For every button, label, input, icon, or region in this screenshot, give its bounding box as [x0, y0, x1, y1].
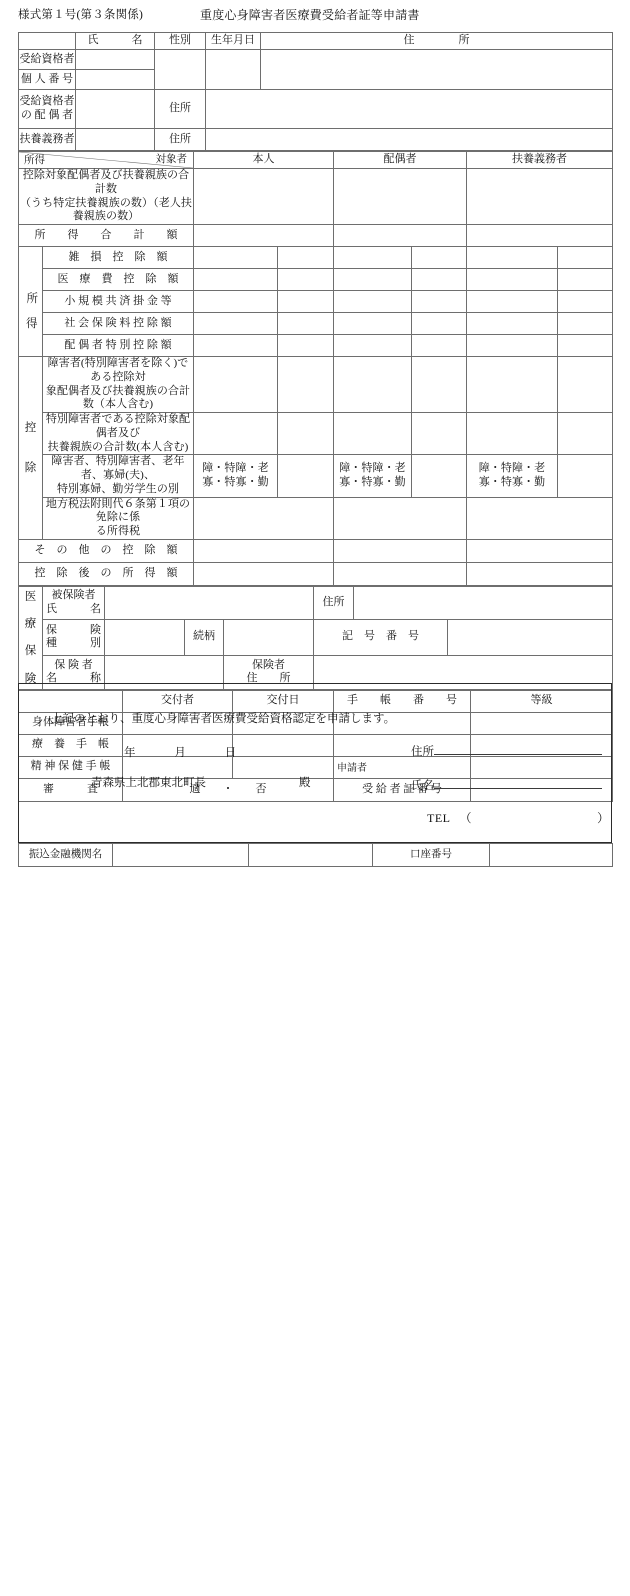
input-misc-loss-spouse-a[interactable]	[334, 247, 412, 269]
addressee-mayor: 青森県上北郡東北町長	[91, 777, 206, 789]
input-medical-self-b[interactable]	[278, 269, 334, 291]
dependents-count-line1: 控除対象配偶者及び扶養親族の合計数	[22, 169, 190, 195]
row-label-review: 審 査	[19, 778, 123, 801]
category-line1: 障害者、特別障害者、老年者、寡婦(夫)、	[51, 455, 185, 481]
table-row-recipient	[19, 50, 613, 70]
income-deduction-table	[18, 151, 613, 586]
medical-insurance-table	[18, 586, 613, 690]
side-label-deduction-text-1: 控	[24, 421, 37, 434]
row-detail-category	[19, 455, 613, 497]
column-header-spouse: 配偶者	[334, 152, 467, 169]
input-spouse-special-supporter-b[interactable]	[558, 335, 613, 357]
tel-paren-open: （	[459, 811, 473, 825]
input-social-spouse-a[interactable]	[334, 313, 412, 335]
declaration-date-line	[124, 744, 272, 760]
insurer-address-line2: 住 所	[246, 672, 291, 685]
input-total-income-self[interactable]	[194, 225, 334, 247]
column-header-handbook-number: 手 帳 番 号	[334, 690, 471, 712]
row-label-income-after-deduction: 控 除 後 の 所 得 額	[19, 562, 194, 585]
choice-spouse-line2: 寡・特寡・勤	[339, 475, 406, 488]
field-label-supporter-address: 住所	[155, 129, 206, 151]
row-deduction-spouse-special	[19, 335, 613, 357]
input-misc-loss-self-b[interactable]	[278, 247, 334, 269]
row-label-therapy-handbook: 療 養 手 帳	[19, 734, 123, 756]
input-after-deduction-supporter[interactable]	[467, 562, 613, 585]
row-label-dependents-count	[19, 169, 194, 225]
table-row-bank	[19, 844, 613, 867]
field-label-spouse-address: 住所	[155, 90, 206, 129]
insured-name-line1: 被保険者	[51, 589, 96, 601]
row-detail-local-tax-exemption	[19, 497, 613, 539]
side-label-medical-3: 保	[24, 645, 37, 658]
disabled-count-line2: 象配偶者及び扶養親族の合計数（本人含む)	[45, 384, 191, 411]
input-supporter-address[interactable]	[206, 129, 613, 151]
row-label-local-tax-exemption	[43, 497, 194, 539]
input-local-tax-supporter[interactable]	[467, 497, 613, 539]
input-misc-loss-supporter-b[interactable]	[558, 247, 613, 269]
choice-supporter-line2: 寡・特寡・勤	[478, 475, 546, 488]
choice-supporter-line1: 障・特障・老	[478, 462, 546, 475]
input-misc-loss-supporter-a[interactable]	[467, 247, 558, 269]
addressee-honorific: 殿	[299, 777, 311, 789]
row-label-other-deduction: そ の 他 の 控 除 額	[19, 539, 194, 562]
input-supporter-name[interactable]	[76, 129, 155, 151]
input-medical-supporter-a[interactable]	[467, 269, 558, 291]
row-detail-special-disabled-count	[19, 413, 613, 455]
input-symbol-number[interactable]	[448, 619, 613, 655]
input-spouse-address[interactable]	[206, 90, 613, 129]
input-disabled-supporter-a[interactable]	[467, 357, 558, 413]
row-label-insurance-type	[43, 619, 105, 655]
input-recipient-address[interactable]	[261, 50, 613, 90]
local-tax-line1: 地方税法附則代６条第１項の免除に係	[45, 497, 191, 524]
table-row-spouse	[19, 90, 613, 129]
input-mutual-self-a[interactable]	[194, 291, 278, 313]
input-special-disabled-supporter-b[interactable]	[558, 413, 613, 455]
row-label-special-disabled-count	[43, 413, 194, 455]
input-insured-address[interactable]	[354, 586, 613, 619]
input-medical-spouse-a[interactable]	[334, 269, 412, 291]
row-label-spouse-line2: の 配 偶 者	[20, 109, 74, 121]
column-header-birthdate: 生年月日	[206, 33, 261, 50]
insurer-address-line1: 保険者	[252, 658, 285, 671]
choice-self-line1: 障・特障・老	[202, 462, 269, 475]
applicant-name-label: 氏名	[411, 780, 434, 792]
row-label-spouse	[19, 90, 76, 129]
row-label-insured-name	[43, 586, 105, 619]
input-relationship[interactable]	[224, 619, 314, 655]
input-after-deduction-spouse[interactable]	[334, 562, 467, 585]
diagonal-label-income: 所得	[24, 154, 45, 166]
applicant-tel-field	[427, 809, 610, 826]
side-label-medical-insurance	[19, 586, 43, 689]
row-income-after-deduction	[19, 562, 613, 585]
input-after-deduction-self[interactable]	[194, 562, 334, 585]
category-line2: 特別寡婦、勤労学生の別	[56, 482, 180, 495]
field-label-certificate-number: 受 給 者 証 番 号	[334, 778, 471, 801]
date-year-label: 年	[124, 747, 136, 759]
document-title: 重度心身障害者医療費受給者証等申請書	[200, 8, 420, 22]
row-deduction-small-scale-mutual	[19, 291, 613, 313]
column-header-self: 本人	[194, 152, 334, 169]
row-other-deduction	[19, 539, 613, 562]
row-label-medical-deduction: 医 療 費 控 除 額	[43, 269, 194, 291]
input-social-supporter-a[interactable]	[467, 313, 558, 335]
input-dependents-spouse[interactable]	[334, 169, 467, 225]
side-label-medical-1: 医	[24, 590, 37, 603]
form-number: 様式第１号(第３条関係)	[18, 9, 144, 21]
applicant-label: 申請者	[337, 763, 367, 774]
row-insured-name	[19, 586, 613, 619]
column-header-address: 住 所	[261, 33, 613, 50]
row-deduction-medical	[19, 269, 613, 291]
input-spouse-special-self-a[interactable]	[194, 335, 278, 357]
date-month-label: 月	[174, 747, 186, 759]
input-mutual-supporter-b[interactable]	[558, 291, 613, 313]
row-label-mental-handbook: 精 神 保 健 手 帳	[19, 756, 123, 778]
tel-paren-close: ）	[597, 811, 610, 825]
input-insurance-type[interactable]	[105, 619, 185, 655]
diagonal-label-target: 対象者	[155, 154, 187, 165]
input-applicant-name[interactable]	[434, 774, 602, 789]
declaration-box	[18, 683, 612, 843]
applicant-address-label: 住所	[411, 746, 434, 758]
row-deduction-social-insurance	[19, 313, 613, 335]
date-day-label: 日	[224, 747, 237, 759]
field-label-symbol-number: 記 号 番 号	[314, 619, 448, 655]
input-account-number[interactable]	[490, 844, 613, 867]
field-label-relationship: 続柄	[185, 619, 224, 655]
input-special-disabled-self-a[interactable]	[194, 413, 278, 455]
input-mutual-spouse-a[interactable]	[334, 291, 412, 313]
row-insurance-type	[19, 619, 613, 655]
special-disabled-line2: 扶養親族の合計数(本人含む)	[47, 440, 189, 453]
choice-category-spouse[interactable]	[334, 455, 412, 497]
row-dependents-count	[19, 169, 613, 225]
row-label-spouse-line1: 受給資格者	[19, 95, 75, 108]
row-label-misc-loss-deduction: 雑 損 控 除 額	[43, 247, 194, 269]
choice-self-line2: 寡・特寡・勤	[202, 475, 269, 488]
row-total-income	[19, 225, 613, 247]
side-label-income-text-2: 得	[26, 317, 38, 330]
row-label-social-insurance	[26, 313, 194, 335]
dependents-count-line2: （うち特定扶養親族の数）（老人扶養親族の数）	[19, 196, 193, 223]
choice-category-supporter[interactable]	[467, 455, 558, 497]
input-disabled-self-a[interactable]	[194, 357, 278, 413]
input-total-income-supporter[interactable]	[467, 225, 613, 247]
input-social-self-b[interactable]	[278, 313, 334, 335]
row-label-my-number: 個 人 番 号	[19, 70, 76, 90]
input-mutual-self-b[interactable]	[278, 291, 334, 313]
input-insured-name[interactable]	[105, 586, 314, 619]
input-category-supporter-b[interactable]	[558, 455, 613, 497]
input-misc-loss-spouse-b[interactable]	[412, 247, 467, 269]
table-row-supporter	[19, 129, 613, 151]
choice-spouse-line1: 障・特障・老	[339, 462, 406, 475]
row-label-total-income: 所 得 合 計 額	[19, 225, 194, 247]
input-spouse-special-supporter-a[interactable]	[467, 335, 558, 357]
diagonal-header-cell	[19, 152, 194, 169]
input-dependents-self[interactable]	[194, 169, 334, 225]
field-label-insured-address: 住所	[314, 586, 354, 619]
row-label-small-scale-mutual: 小 規 模 共 済 掛 金 等	[43, 291, 194, 313]
input-local-tax-self[interactable]	[194, 497, 334, 539]
input-dependents-supporter[interactable]	[467, 169, 613, 225]
input-special-disabled-spouse-a[interactable]	[334, 413, 412, 455]
row-label-social-insurance-text: 社 会 保 険 料 控 除 額	[64, 316, 172, 329]
side-label-income	[19, 247, 43, 357]
row-deduction-misc-loss	[19, 247, 613, 269]
input-disabled-spouse-a[interactable]	[334, 357, 412, 413]
input-other-deduction-supporter[interactable]	[467, 539, 613, 562]
field-label-account-number: 口座番号	[373, 844, 490, 867]
person-identification-table	[18, 32, 613, 151]
input-special-disabled-supporter-a[interactable]	[467, 413, 558, 455]
insurer-name-line1: 保 険 者	[54, 658, 93, 671]
column-header-grade: 等級	[471, 690, 613, 712]
column-header-issue-date: 交付日	[233, 690, 334, 712]
income-header-row	[19, 152, 613, 169]
input-disabled-supporter-b[interactable]	[558, 357, 613, 413]
input-misc-loss-self-a[interactable]	[194, 247, 278, 269]
input-spouse-special-spouse-a[interactable]	[334, 335, 412, 357]
row-label-physical-handbook: 身体障害者手帳	[19, 712, 123, 734]
bank-transfer-row	[18, 843, 612, 867]
side-label-income-text: 所	[25, 291, 38, 312]
column-header-supporter: 扶養義務者	[467, 152, 613, 169]
column-header-name: 氏 名	[76, 33, 155, 50]
input-spouse-name[interactable]	[76, 90, 155, 129]
side-label-deduction-text-2: 除	[24, 461, 37, 474]
input-spouse-special-self-b[interactable]	[278, 335, 334, 357]
input-recipient-name[interactable]	[76, 50, 155, 70]
input-special-disabled-self-b[interactable]	[278, 413, 334, 455]
local-tax-line2: る所得税	[95, 525, 141, 537]
row-label-disabled-count	[43, 357, 194, 413]
bank-transfer-table	[18, 843, 613, 867]
row-detail-disabled-count	[19, 357, 613, 413]
input-medical-self-a[interactable]	[194, 269, 278, 291]
input-recipient-my-number[interactable]	[76, 70, 155, 90]
input-mutual-supporter-a[interactable]	[467, 291, 558, 313]
side-label-deduction	[19, 357, 43, 540]
input-medical-spouse-b[interactable]	[412, 269, 467, 291]
tel-label: TEL	[427, 811, 451, 825]
insurance-type-line1: 保 険	[46, 623, 101, 636]
special-disabled-line1: 特別障害者である控除対象配偶者及び	[45, 413, 191, 439]
input-applicant-address[interactable]	[434, 740, 602, 755]
input-other-deduction-spouse[interactable]	[334, 539, 467, 562]
field-label-bank-institution: 振込金融機関名	[19, 844, 113, 867]
declaration-statement: 上記のとおり、重度心身障害者医療費受給資格認定を申請します。	[51, 713, 396, 725]
table-header-row	[19, 33, 613, 50]
input-social-supporter-b[interactable]	[558, 313, 613, 335]
input-social-self-a[interactable]	[194, 313, 278, 335]
input-medical-supporter-b[interactable]	[558, 269, 613, 291]
review-options[interactable]: 適 ・ 否	[123, 778, 334, 801]
insurer-name-line2: 名 称	[46, 672, 101, 685]
input-category-spouse-b[interactable]	[412, 455, 467, 497]
insurance-type-line2: 種 別	[46, 637, 101, 650]
disabled-count-line1: 障害者(特別障害者を除く)である控除対	[47, 357, 189, 383]
input-disabled-spouse-b[interactable]	[412, 357, 467, 413]
input-total-income-spouse[interactable]	[334, 225, 467, 247]
insured-name-line2: 氏 名	[46, 602, 101, 615]
side-label-medical-2: 療	[24, 617, 37, 630]
input-recipient-gender[interactable]	[155, 50, 206, 90]
applicant-address-field	[411, 740, 602, 759]
row-label-supporter: 扶養義務者	[19, 129, 76, 151]
input-disabled-self-b[interactable]	[278, 357, 334, 413]
input-social-spouse-b[interactable]	[412, 313, 467, 335]
input-other-deduction-self[interactable]	[194, 539, 334, 562]
input-category-self-b[interactable]	[278, 455, 334, 497]
row-label-recipient: 受給資格者	[19, 50, 76, 70]
row-label-category	[43, 455, 194, 497]
side-label-medical-4: 険	[24, 672, 37, 685]
choice-category-self[interactable]	[194, 455, 278, 497]
input-spouse-special-spouse-b[interactable]	[412, 335, 467, 357]
column-header-gender: 性別	[155, 33, 206, 50]
column-header-issuer: 交付者	[123, 690, 233, 712]
document-header	[0, 6, 630, 28]
row-label-spouse-special: 配 偶 者 特 別 控 除 額	[43, 335, 194, 357]
input-mutual-spouse-b[interactable]	[412, 291, 467, 313]
input-local-tax-spouse[interactable]	[334, 497, 467, 539]
applicant-name-field	[411, 774, 602, 793]
input-bank-branch[interactable]	[249, 844, 373, 867]
input-recipient-birthdate[interactable]	[206, 50, 261, 90]
input-special-disabled-spouse-b[interactable]	[412, 413, 467, 455]
corner-cell	[19, 33, 76, 50]
input-bank-institution[interactable]	[113, 844, 249, 867]
